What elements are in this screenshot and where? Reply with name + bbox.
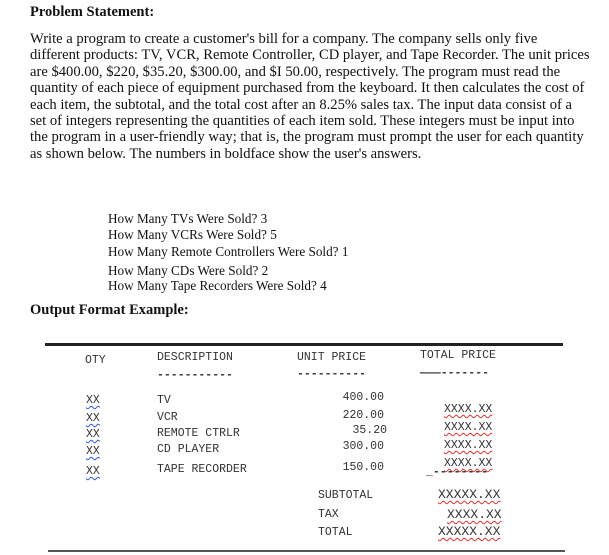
summary-value: XXXXX.XX: [438, 524, 501, 539]
row-total-price: XXXX.XX: [444, 439, 493, 452]
header-total-price: TOTAL PRICE: [420, 349, 496, 362]
problem-statement-heading: Problem Statement:: [30, 4, 155, 20]
prompt-line: How Many Tape Recorders Were Sold? 4: [108, 278, 327, 293]
row-unit-price: 300.00: [342, 440, 384, 453]
row-qty: XX: [86, 412, 100, 425]
problem-paragraph: Write a program to create a customer's bill for a company. The company sells only five different products: TV, VCR, Remote Controller, CD player, and Tape Recorder. The unit prices are $400.00, $220, $35.20, $300.00, and $I 50.00, respectively. The program must read the quantity of each piece of equipment purchased from the keyboard. It then calculates the cost of each item, the subtotal, and the total cost after an 8.25% sales tax. The input data consist of a set of integers representing the quantities of each item sold. These integers must be input into the program in a user-friendly way; that is, the program must prompt the user for each quantity as shown below. The numbers in boldface show the user's answers.: [30, 31, 590, 162]
row-description: TV: [157, 394, 171, 407]
total-column-dash: _--------: [426, 466, 489, 479]
summary-label: TAX: [318, 508, 339, 521]
row-qty: XX: [86, 445, 100, 458]
prompt-line: How Many Remote Controllers Were Sold? 1: [108, 244, 349, 259]
row-description: REMOTE CTRLR: [157, 427, 240, 440]
row-unit-price: 150.00: [342, 461, 384, 474]
summary-value: XXXXX.XX: [438, 487, 501, 502]
row-qty: XX: [86, 428, 100, 441]
row-description: VCR: [157, 411, 178, 424]
output-format-heading: Output Format Example:: [30, 302, 189, 318]
row-unit-price: 35.20: [352, 424, 387, 437]
dash-description: -----------: [157, 369, 233, 382]
dash-total-price: ———-------: [420, 367, 490, 380]
row-unit-price: 220.00: [342, 409, 384, 422]
summary-value: XXXX.XX: [447, 507, 502, 522]
summary-label: TOTAL: [318, 526, 353, 539]
header-unit-price: UNIT PRICE: [297, 351, 367, 364]
prompt-line: How Many VCRs Were Sold? 5: [108, 227, 277, 242]
row-unit-price: 400.00: [342, 391, 384, 404]
row-qty: XX: [86, 465, 100, 478]
dash-unit-price: ----------: [297, 368, 367, 381]
summary-label: SUBTOTAL: [318, 489, 374, 502]
table-bottom-rule: [48, 550, 565, 552]
row-qty: XX: [86, 394, 100, 407]
row-total-price: XXXX.XX: [444, 403, 493, 416]
prompt-line: How Many CDs Were Sold? 2: [108, 263, 269, 278]
row-total-price: XXXX.XX: [444, 421, 493, 434]
row-description: TAPE RECORDER: [157, 463, 247, 476]
header-description: DESCRIPTION: [157, 351, 233, 364]
prompt-line: How Many TVs Were Sold? 3: [108, 211, 268, 226]
row-description: CD PLAYER: [157, 443, 220, 456]
header-qty: OTY: [85, 354, 106, 367]
table-top-rule: [45, 343, 563, 346]
row-total-price: XXXX.XX: [444, 457, 493, 470]
